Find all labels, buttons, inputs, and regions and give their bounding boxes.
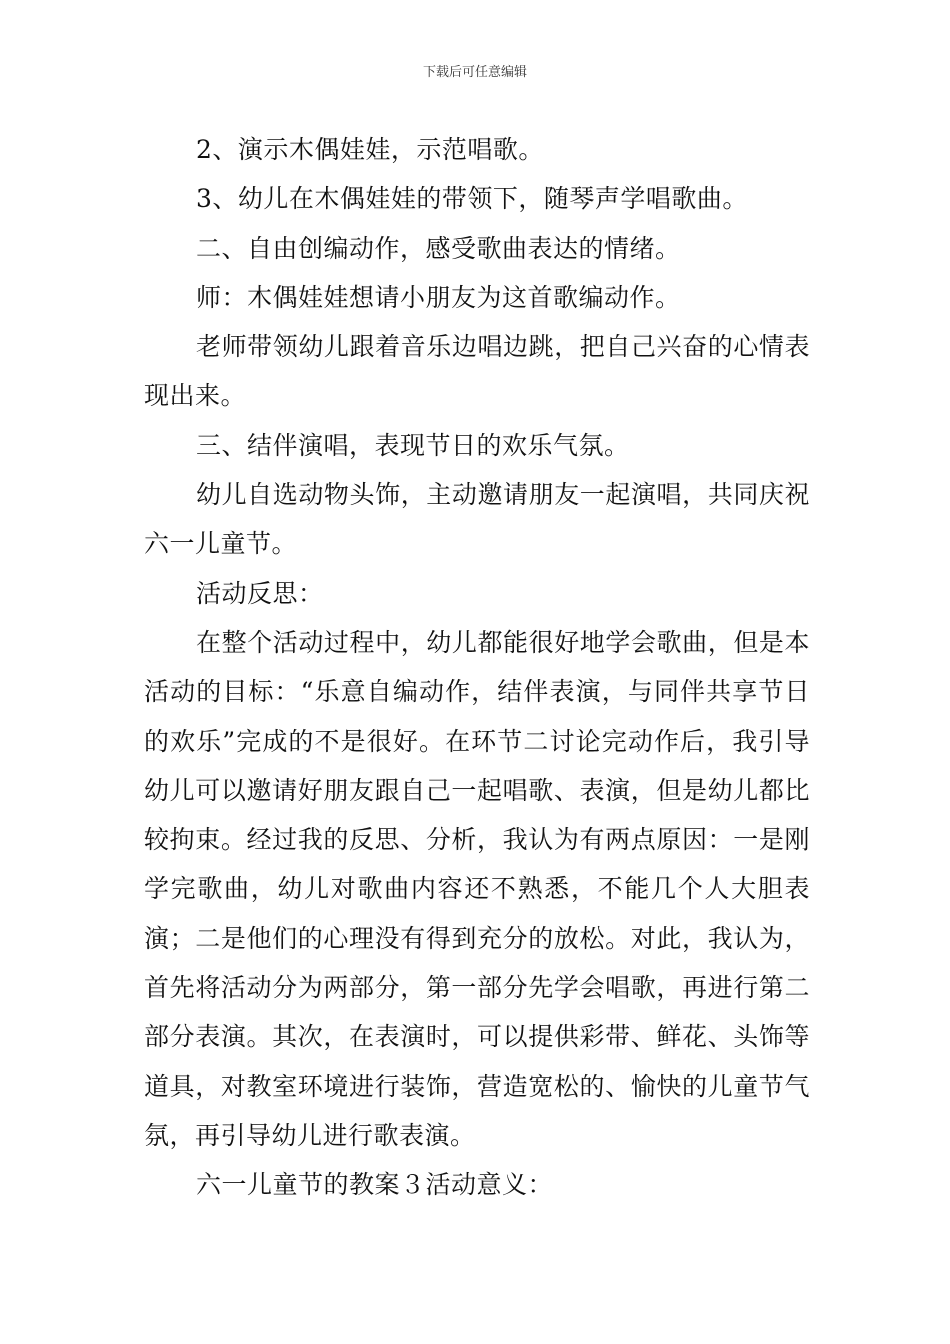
paragraph-teacher-line: 师：木偶娃娃想请小朋友为这首歌编动作。 <box>196 282 681 312</box>
document-body <box>144 125 810 1210</box>
paragraph-step-2: 2、演示木偶娃娃，示范唱歌。 <box>196 135 544 164</box>
paragraph-section-2-heading: 二、自由创编动作，感受歌曲表达的情绪。 <box>196 233 681 263</box>
paragraph-step-3: 3、幼儿在木偶娃娃的带领下，随琴声学唱歌曲。 <box>196 184 748 214</box>
page-header: 下载后可任意编辑 <box>422 65 527 80</box>
paragraph-reflection-body: 在整个活动过程中，幼儿都能很好地学会歌曲，但是本活动的目标：“乐意自编动作，结伴表演，与同伴共享节日的欢乐”完成的不是很好。在环节二讨论完动作后，我引导幼儿可以邀请好朋友跟自己一起唱歌、表演，但是幼儿都比较拘束。经过我的反思、分析，我认为有两点原因：一是刚学完歌曲，幼儿对歌曲内容还不熟悉，不能几个人大胆表演；二是他们的心理没有得到充分的放松。对此，我认为，首先将活动分为两部分，第一部分先学会唱歌，再进行第二部分表演。其次，在表演时，可以提供彩带、鲜花、头饰等道具，对教室环境进行装饰，营造宽松的、愉快的儿童节气氛，再引导幼儿进行歌表演。 <box>144 627 810 1150</box>
paragraph-teacher-leads: 老师带领幼儿跟着音乐边唱边跳，把自己兴奋的心情表现出来。 <box>144 332 810 411</box>
paragraph-lesson-3-title: 六一儿童节的教案３活动意义： <box>196 1170 554 1200</box>
paragraph-children-perform: 幼儿自选动物头饰，主动邀请朋友一起演唱，共同庆祝六一儿童节。 <box>144 480 810 559</box>
paragraph-section-3-heading: 三、结伴演唱，表现节日的欢乐气氛。 <box>196 430 630 460</box>
paragraph-reflection-heading: 活动反思： <box>196 578 324 608</box>
